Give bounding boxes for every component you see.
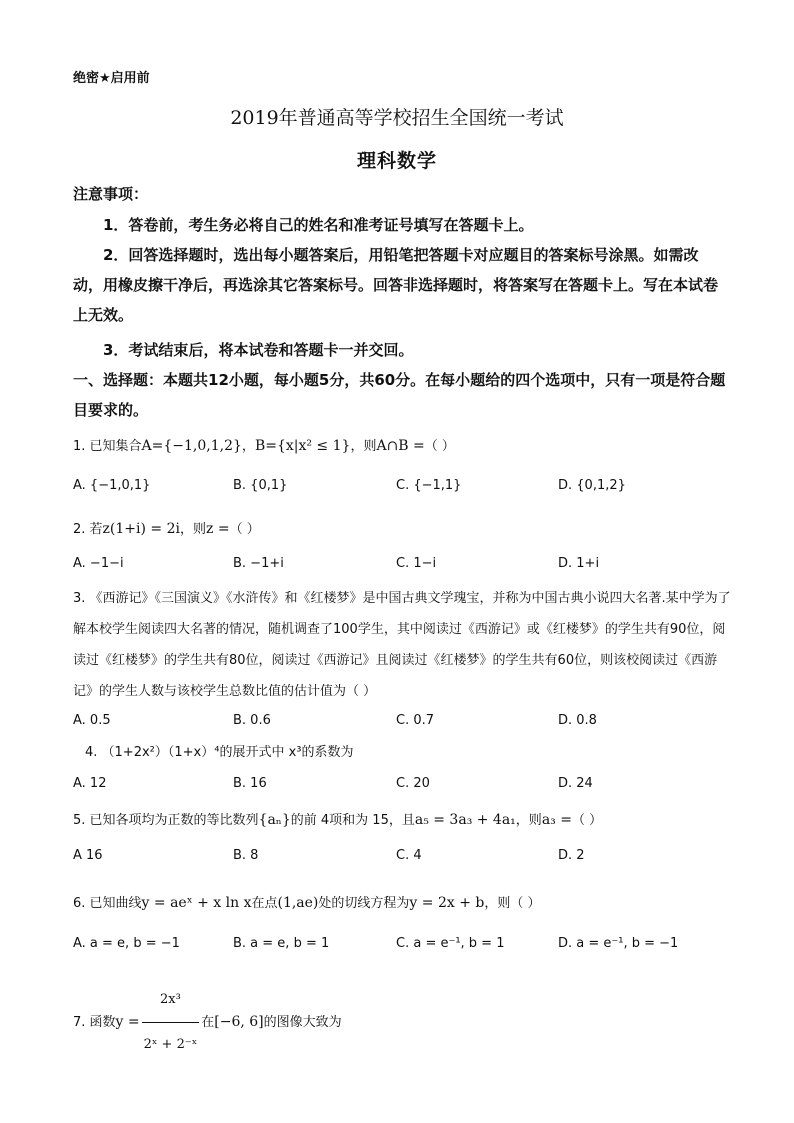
q6-line: y = 2x + b [409,895,485,911]
q7-lhs: y = [115,1014,140,1030]
q6-prefix: 6. 已知曲线 [73,896,142,911]
note-1: 1．答卷前，考生务必将自己的姓名和准考证号填写在答题卡上。 [103,216,534,234]
q6-mid2: 处的切线方程为 [318,896,410,911]
q7-tail: 的图像大致为 [263,1015,342,1030]
question-6 [73,889,733,918]
q4-options [73,776,733,800]
q6-point: (1,ae) [277,895,319,911]
q1-set-b: B={x|x² ≤ 1} [254,438,351,454]
confidential-label: 绝密★启用前 [73,71,150,86]
q6-option-a[interactable]: A. a = e, b = −1 [73,936,180,951]
q1-options [73,478,733,502]
question-2 [73,515,733,544]
q1-prefix: 1. 已知集合 [73,439,142,454]
q3-options [73,713,733,737]
q5-options [73,848,733,872]
q3-option-b[interactable]: B. 0.6 [233,713,271,728]
question-7 [73,978,733,1067]
q6-options [73,936,733,960]
exam-subject: 理科数学 [356,150,437,172]
q2-paren: （ ） [229,522,260,537]
q1-paren: （ ） [424,439,455,454]
q5-option-a[interactable]: A 16 [73,848,103,863]
q5-condition: a₅ = 3a₃ + 4a₁ [414,812,516,828]
q7-fraction [142,978,200,1067]
q1-tail: ，则 [350,439,377,454]
q1-expr: A∩B = [376,438,425,454]
question-4: 4. （1+2x²）（1+x）⁴的展开式中 x³的系数为 [85,745,354,760]
q4-option-c[interactable]: C. 20 [396,776,430,791]
q7-prefix: 7. 函数 [73,1015,116,1030]
question-5 [73,806,733,835]
exam-title: 2019年普通高等学校招生全国统一考试 [230,107,564,129]
q2-tail: ，则 [179,522,206,537]
q6-option-b[interactable]: B. a = e, b = 1 [233,936,330,951]
q3-option-c[interactable]: C. 0.7 [396,713,435,728]
q2-prefix: 2. 若 [73,522,103,537]
section-heading: 一、选择题：本题共12小题，每小题5分，共60分。在每小题给的四个选项中，只有一项是符合题目要求的。 [73,371,726,419]
q2-expr: z = [206,521,230,537]
question-3: 3. 《西游记》《三国演义》《水浒传》和《红楼梦》是中国古典文学瑰宝，并称为中国古典小说四大名著.某中学为了解本校学生阅读四大名著的情况，随机调查了100学生，其中阅读过《西游记》或《红楼梦》的学生共有90位，阅读过《红楼梦》的学生共有80位，阅读过《西游记》且阅读过《红楼梦》的学生共有60位，则该校阅读过《西游记》的学生人数与该校学生总数比值的估计值为（ ） [73,591,731,699]
q7-denominator: 2ˣ + 2⁻ˣ [143,1037,198,1052]
q1-sep: ， [241,439,255,454]
q5-mid: 的前 4项和为 15，且 [290,813,415,828]
q1-option-d[interactable]: D. {0,1,2} [558,478,626,493]
q2-condition: z(1+i) = 2i [102,521,180,537]
q5-expr: a₃ = [541,812,572,828]
q3-option-a[interactable]: A. 0.5 [73,713,111,728]
note-3: 3．考试结束后，将本试卷和答题卡一并交回。 [103,341,414,359]
q7-interval: [−6, 6] [214,1014,264,1030]
q4-option-a[interactable]: A. 12 [73,776,107,791]
q1-option-b[interactable]: B. {0,1} [233,478,288,493]
q5-option-d[interactable]: D. 2 [558,848,585,863]
q5-option-b[interactable]: B. 8 [233,848,259,863]
q6-mid: 在点 [251,896,278,911]
q2-option-b[interactable]: B. −1+i [233,556,284,571]
q2-option-c[interactable]: C. 1−i [396,556,437,571]
note-2: 2．回答选择题时，选出每小题答案后，用铅笔把答题卡对应题目的答案标号涂黑。如需改动，用橡皮擦干净后，再选涂其它答案标号。回答非选择题时，将答案写在答题卡上。写在本试卷上无效。 [73,246,719,324]
q3-option-d[interactable]: D. 0.8 [558,713,597,728]
q2-options [73,556,733,580]
q6-option-d[interactable]: D. a = e⁻¹, b = −1 [558,936,679,951]
q7-numerator: 2x³ [142,978,200,1023]
q2-option-a[interactable]: A. −1−i [73,556,124,571]
q4-option-b[interactable]: B. 16 [233,776,267,791]
q7-mid: 在 [201,1015,215,1030]
question-1 [73,432,733,461]
q5-sequence: {aₙ} [258,812,291,828]
q2-option-d[interactable]: D. 1+i [558,556,600,571]
q6-curve: y = aeˣ + x ln x [141,895,252,911]
q6-option-c[interactable]: C. a = e⁻¹, b = 1 [396,936,505,951]
q5-paren: （ ） [571,813,603,828]
q5-prefix: 5. 已知各项均为正数的等比数列 [73,813,259,828]
q4-option-d[interactable]: D. 24 [558,776,593,791]
q5-option-c[interactable]: C. 4 [396,848,422,863]
q5-tail: ，则 [515,813,542,828]
q6-tail: ，则（ ） [484,896,541,911]
q1-option-c[interactable]: C. {−1,1} [396,478,462,493]
notes-heading: 注意事项： [73,185,149,203]
q1-set-a: A={−1,0,1,2} [141,438,242,454]
q1-option-a[interactable]: A. {−1,0,1} [73,478,151,493]
